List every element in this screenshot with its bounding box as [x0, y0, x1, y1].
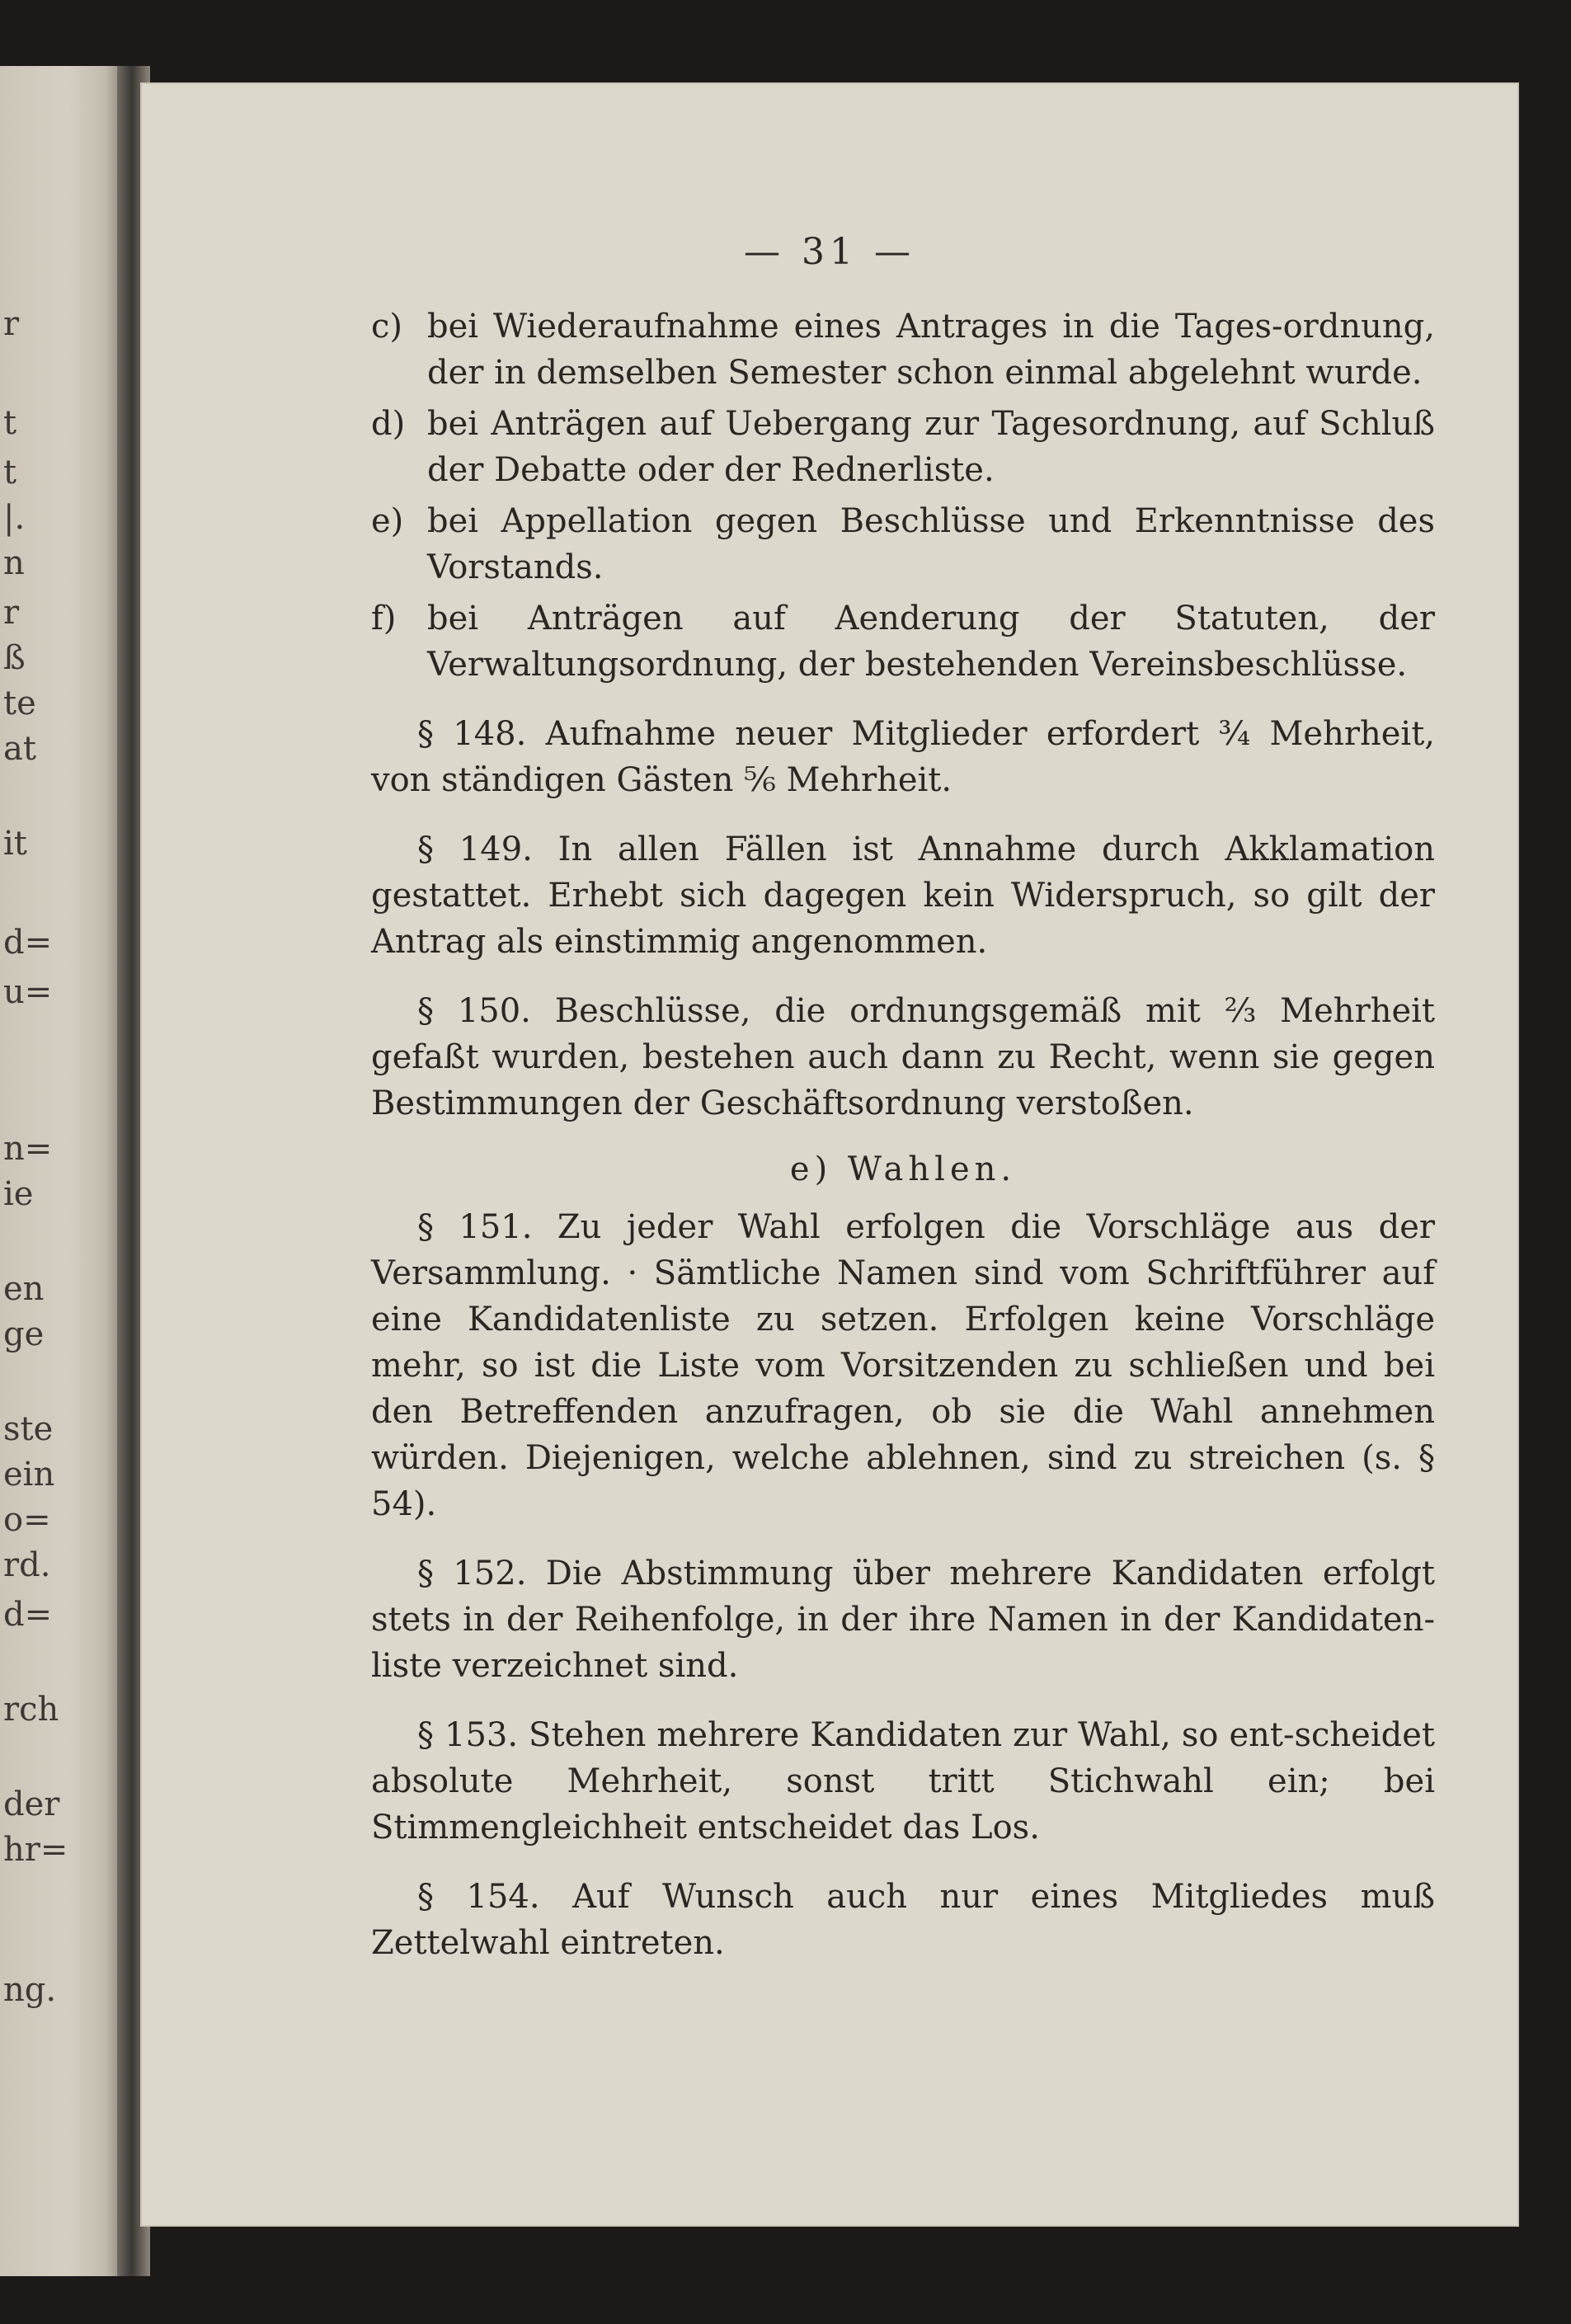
- edge-fragment: der: [3, 1785, 60, 1823]
- facing-page-edge: [0, 66, 124, 2276]
- edge-fragment: ie: [3, 1175, 34, 1213]
- edge-fragment: ein: [3, 1456, 55, 1494]
- edge-fragment: ste: [3, 1410, 54, 1448]
- list-item: [371, 303, 1435, 396]
- edge-fragment: rd.: [3, 1546, 51, 1584]
- edge-fragment: u=: [3, 973, 53, 1011]
- edge-fragment: rch: [3, 1691, 59, 1729]
- edge-fragment: te: [3, 684, 36, 722]
- list-item-text: bei Anträgen auf Uebergang zur Tagesordnung, auf Schluß der Debatte oder der Rednerliste.: [427, 405, 1435, 489]
- edge-fragment: ge: [3, 1315, 45, 1353]
- section-heading: e) Wahlen.: [789, 1150, 1017, 1188]
- paragraph-150: § 150. Beschlüsse, die ordnungsgemäß mit ⅔ Mehrheit gefaßt wurden, bestehen auch dann zu Recht, wenn sie gegen Bestimmungen der Geschäftsordnung verstoßen.: [371, 992, 1435, 1122]
- list-item: [371, 498, 1435, 590]
- edge-fragment: n: [3, 544, 25, 582]
- edge-fragment: at: [3, 730, 36, 768]
- book-page: [140, 82, 1519, 2227]
- list-item: [371, 401, 1435, 493]
- page-number: — 31 —: [744, 231, 915, 273]
- edge-fragment: d=: [3, 1596, 53, 1634]
- edge-fragment: d=: [3, 924, 53, 962]
- edge-fragment: n=: [3, 1130, 53, 1168]
- list-item-label: e): [371, 502, 404, 540]
- edge-fragment: ß: [3, 639, 26, 677]
- edge-fragment: r: [3, 305, 20, 343]
- edge-fragment: |.: [3, 499, 26, 537]
- paragraph-148: § 148. Aufnahme neuer Mitglieder erfordert ¾ Mehrheit, von ständigen Gästen ⅚ Mehrheit.: [371, 715, 1435, 799]
- paragraph-153: § 153. Stehen mehrere Kandidaten zur Wahl, so ent-scheidet absolute Mehrheit, sonst tritt Stichwahl ein; bei Stimmengleichheit entscheidet das Los.: [371, 1716, 1435, 1846]
- list-item: [371, 595, 1435, 688]
- edge-fragment: o=: [3, 1501, 51, 1539]
- edge-fragment: r: [3, 594, 20, 632]
- paragraph-152: § 152. Die Abstimmung über mehrere Kandidaten erfolgt stets in der Reihenfolge, in der ihre Namen in der Kandidaten-liste verzeichnet sind.: [371, 1555, 1435, 1685]
- paragraph-149: § 149. In allen Fällen ist Annahme durch Akklamation gestattet. Erhebt sich dagegen kein Widerspruch, so gilt der Antrag als einstimmig angenommen.: [371, 830, 1435, 961]
- edge-fragment: ng.: [3, 1971, 57, 2009]
- list-item-text: bei Appellation gegen Beschlüsse und Erkenntnisse des Vorstands.: [427, 502, 1435, 586]
- list-item-text: bei Wiederaufnahme eines Antrages in die Tages-ordnung, der in demselben Semester schon einmal abgelehnt wurde.: [427, 308, 1435, 392]
- edge-fragment: t: [3, 404, 17, 442]
- list-item-label: d): [371, 405, 406, 443]
- edge-fragment: it: [3, 825, 27, 863]
- paragraph-154: § 154. Auf Wunsch auch nur eines Mitgliedes muß Zettelwahl eintreten.: [371, 1878, 1435, 1962]
- list-item-label: c): [371, 308, 403, 346]
- paragraph-151: § 151. Zu jeder Wahl erfolgen die Vorschläge aus der Versammlung. · Sämtliche Namen sind vom Schriftführer auf eine Kandidatenliste zu setzen. Erfolgen keine Vorschläge mehr, so ist die Liste vom Vorsitzenden zu schließen und bei den Betreffenden anzufragen, ob sie die Wahl annehmen würden. Diejenigen, welche ablehnen, sind zu streichen (s. § 54).: [371, 1208, 1435, 1523]
- page-text: [371, 303, 1435, 1966]
- edge-fragment: t: [3, 454, 17, 492]
- list-item-label: f): [371, 600, 397, 637]
- list-item-text: bei Anträgen auf Aenderung der Statuten, der Verwaltungsordnung, der bestehenden Vereinsbeschlüsse.: [427, 600, 1435, 684]
- edge-fragment: en: [3, 1270, 45, 1308]
- edge-fragment: hr=: [3, 1831, 68, 1869]
